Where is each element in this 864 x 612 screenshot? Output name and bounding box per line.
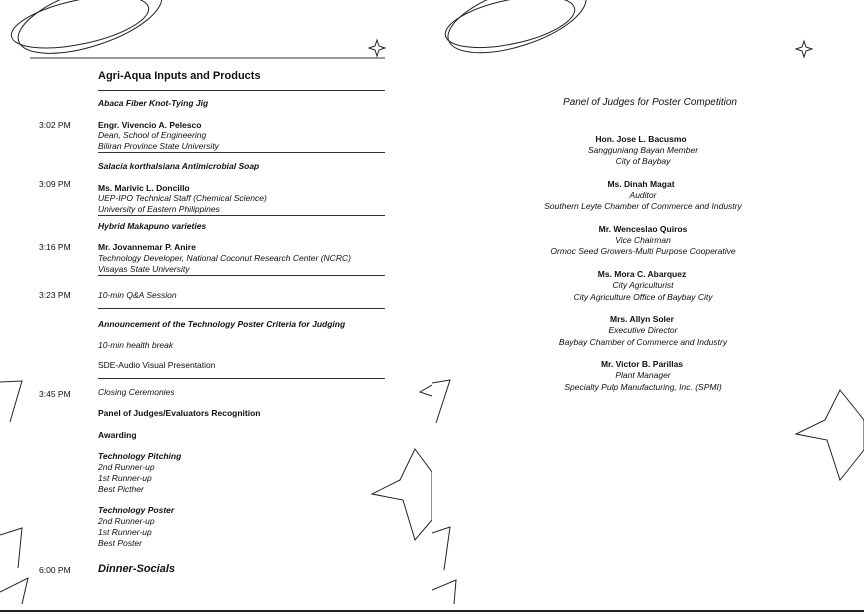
divider [98, 152, 385, 153]
large-sparkle-icon [372, 449, 432, 540]
judge-role: Executive Director [608, 325, 678, 335]
judge-org: City of Baybay [615, 156, 671, 166]
presenter-org: Biliran Province State University [98, 141, 219, 151]
award-item: Best Poster [98, 538, 142, 548]
judge-role: Auditor [629, 190, 657, 200]
presenter-org: University of Eastern Philippines [98, 204, 220, 214]
entry-time: 3:09 PM [39, 179, 71, 189]
program-page-right [432, 0, 864, 612]
judge-org: City Agriculture Office of Baybay City [573, 292, 713, 302]
judge-name: Mr. Wenceslao Quiros [598, 224, 688, 234]
presenter-name: Engr. Vivencio A. Pelesco [98, 120, 202, 130]
divider [98, 378, 385, 379]
presenter-name: Mr. Jovannemar P. Anire [98, 242, 196, 252]
sparkle-icon [369, 40, 385, 56]
judge-org: Baybay Chamber of Commerce and Industry [558, 337, 728, 347]
divider [98, 308, 385, 309]
panel-recognition: Panel of Judges/Evaluators Recognition [98, 408, 261, 418]
presenter-role: Dean, School of Engineering [98, 130, 207, 140]
judge-org: Ormoc Seed Growers-Multi Purpose Cooperative [550, 246, 736, 256]
entry-title: Abaca Fiber Knot-Tying Jig [98, 98, 209, 108]
entry-time: 3:02 PM [39, 120, 71, 130]
judge-role: Plant Manager [615, 370, 671, 380]
qa-time: 3:23 PM [39, 290, 71, 300]
judge-role: City Agriculturist [612, 280, 674, 290]
divider [98, 275, 385, 276]
av-presentation: SDE-Audio Visual Presentation [98, 360, 216, 370]
announcement: Announcement of the Technology Poster Criteria for Judging [98, 319, 346, 329]
closing-time: 3:45 PM [39, 389, 71, 399]
award-item: 1st Runner-up [98, 473, 152, 483]
judge-name: Mr. Victor B. Parillas [600, 359, 684, 369]
judge-name: Hon. Jose L. Bacusmo [595, 134, 687, 144]
awarding: Awarding [98, 430, 137, 440]
entry-title: Salacia korthalsiana Antimicrobial Soap [98, 161, 260, 171]
award-item: 1st Runner-up [98, 527, 152, 537]
divider [98, 215, 385, 216]
health-break: 10-min health break [98, 340, 174, 350]
judge-org: Southern Leyte Chamber of Commerce and Industry [544, 201, 742, 211]
entry-time: 3:16 PM [39, 242, 71, 252]
presenter-name: Ms. Marivic L. Doncillo [98, 183, 190, 193]
judge-role: Sangguniang Bayan Member [587, 145, 699, 155]
judge-org: Specialty Pulp Manufacturing, Inc. (SPMI) [564, 382, 722, 392]
large-sparkle-icon [796, 390, 864, 480]
divider [98, 90, 385, 91]
judge-name: Ms. Dinah Magat [607, 179, 675, 189]
section-title: Agri-Aqua Inputs and Products [98, 70, 261, 82]
presenter-role: UEP-IPO Technical Staff (Chemical Science) [98, 193, 267, 203]
presenter-org: Visayas State University [98, 264, 190, 274]
poster-title: Technology Poster [98, 505, 175, 515]
judge-name: Mrs. Allyn Soler [610, 314, 674, 324]
award-item: 2nd Runner-up [98, 462, 155, 472]
presenter-role: Technology Developer, National Coconut Research Center (NCRC) [98, 253, 351, 263]
closing-ceremonies: Closing Ceremonies [98, 387, 175, 397]
judges-heading: Panel of Judges for Poster Competition [563, 97, 737, 108]
judge-name: Ms. Mora C. Abarquez [597, 269, 687, 279]
award-item: Best Picther [98, 484, 144, 494]
decorative-ornaments [432, 0, 864, 612]
dinner-time: 6:00 PM [39, 565, 71, 575]
judge-role: Vice Chairman [615, 235, 671, 245]
dinner-socials: Dinner-Socials [98, 563, 176, 575]
sparkle-icon [796, 41, 812, 57]
qa-session: 10-min Q&A Session [98, 290, 177, 300]
award-item: 2nd Runner-up [98, 516, 155, 526]
pitching-title: Technology Pitching [98, 451, 182, 461]
entry-title: Hybrid Makapuno varieties [98, 221, 207, 231]
